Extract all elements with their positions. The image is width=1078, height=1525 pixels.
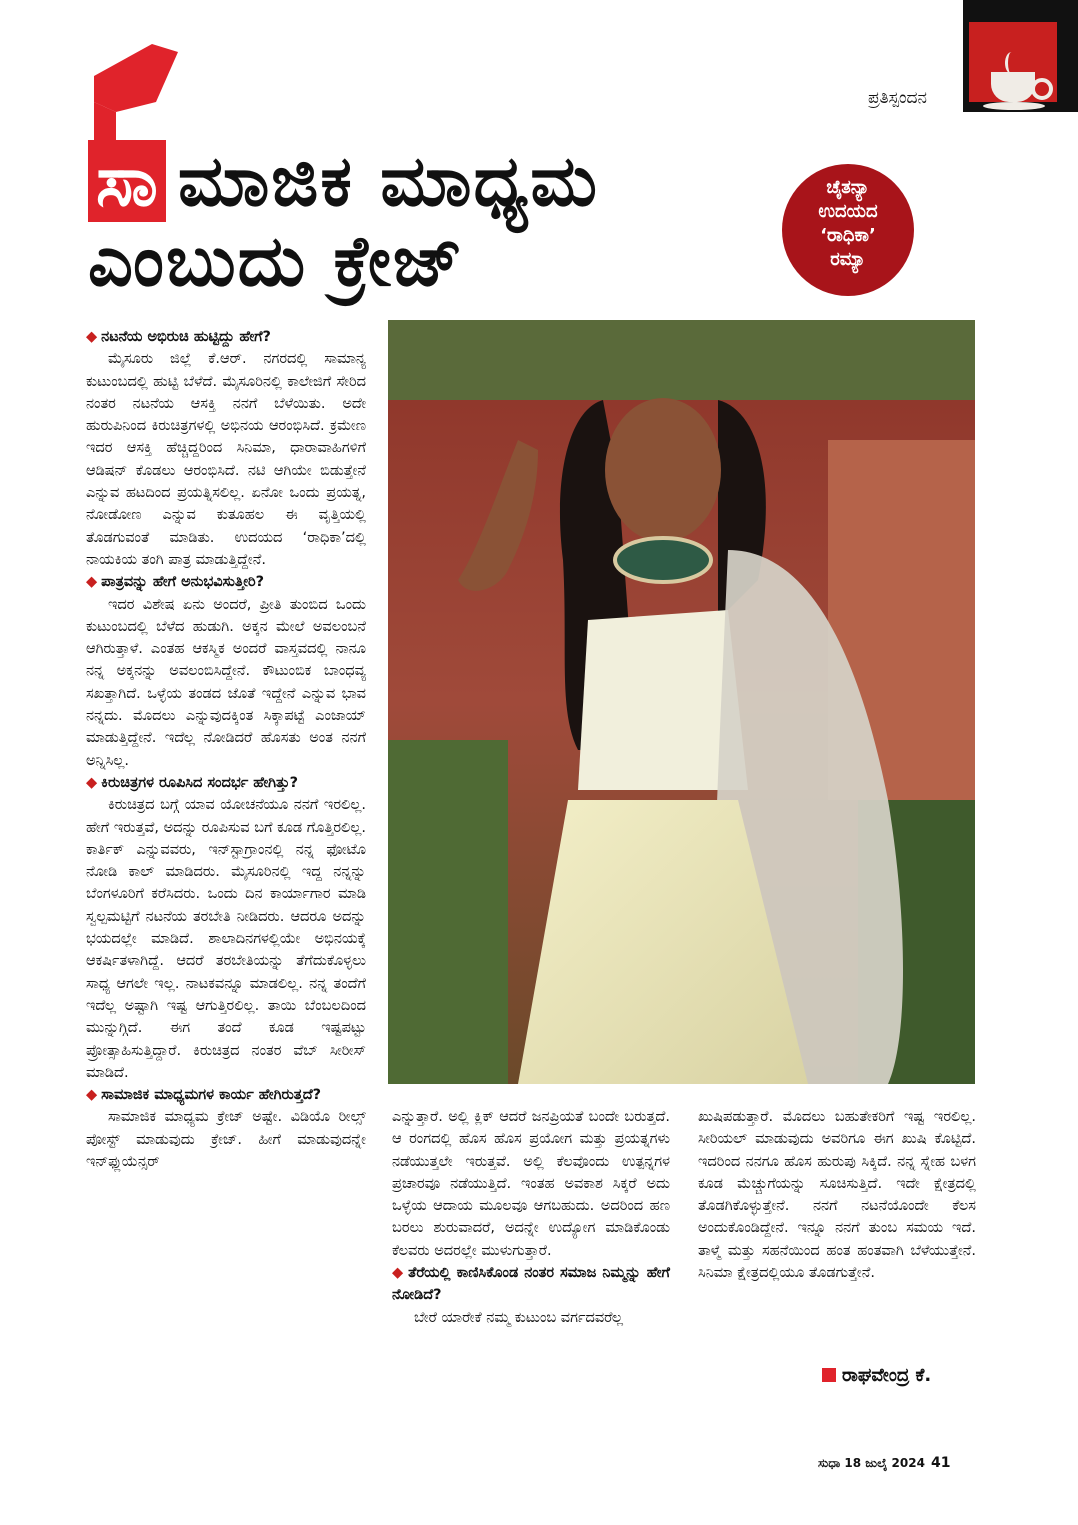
answer-1: ಮೈಸೂರು ಜಿಲ್ಲೆ ಕೆ.ಆರ್. ನಗರದಲ್ಲಿ ಸಾಮಾನ್ಯ ಕುಟುಂಬದಲ್ಲಿ ಹುಟ್ಟಿ ಬೆಳೆದೆ. ಮೈಸೂರಿನಲ್ಲಿ ಕಾಲೇಜಿಗೆ ಸೇರಿದ ನಂತರ ನಟನೆಯ ಆಸಕ್ತಿ ನನಗೆ ಬೆಳೆಯಿತು. ಅದೇ ಹುರುಪಿನಿಂದ ಕಿರುಚಿತ್ರಗಳಲ್ಲಿ ಅಭಿನಯ ಆರಂಭಿಸಿದೆ. ಕ್ರಮೇಣ ಇದರ ಆಸಕ್ತಿ ಹೆಚ್ಚಿದ್ದರಿಂದ ಸಿನಿಮಾ, ಧಾರಾವಾಹಿಗಳಿಗೆ ಆಡಿಷನ್ ಕೊಡಲು ಆರಂಭಿಸಿದೆ. ನಟಿ ಆಗಿಯೇ ಬಿಡುತ್ತೇನೆ ಎನ್ನುವ ಹಟದಿಂದ ಪ್ರಯತ್ನಿಸಲಿಲ್ಲ. ಏನೋ ಒಂದು ಪ್ರಯತ್ನ, ನೋಡೋಣ ಎನ್ನುವ ಕುತೂಹಲ ಈ ವೃತ್ತಿಯಲ್ಲಿ ತೊಡಗುವಂತೆ ಮಾಡಿತು. ಉದಯದ ‘ರಾಧಿಕಾ’ದಲ್ಲಿ ನಾಯಕಿಯ ತಂಗಿ ಪಾತ್ರ ಮಾಡುತ್ತಿದ್ದೇನೆ. — [86, 351, 366, 568]
question-4 — [86, 1084, 366, 1106]
answer-4-continued: ಎನ್ನುತ್ತಾರೆ. ಅಲ್ಲಿ ಕ್ಲಿಕ್ ಆದರೆ ಜನಪ್ರಿಯತೆ ಬಂದೇ ಬರುತ್ತದೆ. ಆ ರಂಗದಲ್ಲಿ ಹೊಸ ಹೊಸ ಪ್ರಯೋಗ ಮತ್ತು ಪ್ರಯತ್ನಗಳು ನಡೆಯುತ್ತಲೇ ಇರುತ್ತವೆ. ಅಲ್ಲಿ ಕೆಲವೊಂದು ಉತ್ಪನ್ನಗಳ ಪ್ರಚಾರವೂ ನಡೆಯುತ್ತಿದೆ. ಇಂತಹ ಅವಕಾಶ ಸಿಕ್ಕರೆ ಅದು ಒಳ್ಳೆಯ ಆದಾಯ ಮೂಲವೂ ಆಗಬಹುದು. ಅದರಿಂದ ಹಣ ಬರಲು ಶುರುವಾದರೆ, ಅದನ್ನೇ ಉದ್ಯೋಗ ಮಾಡಿಕೊಂಡು ಕೆಲವರು ಅದರಲ್ಲೇ ಮುಳುಗುತ್ತಾರೆ. — [392, 1109, 670, 1259]
byline — [822, 1365, 931, 1386]
red-square-icon — [822, 1368, 836, 1382]
diamond-bullet-icon: ◆ — [86, 329, 98, 345]
answer-5: ಬೇರೆ ಯಾರೇಕೆ ನಮ್ಮ ಕುಟುಂಬ ವರ್ಗದವರೆಲ್ಲ — [414, 1309, 624, 1326]
badge-line2: ಉದಯದ — [818, 201, 878, 222]
answer-4: ಸಾಮಾಜಿಕ ಮಾಧ್ಯಮ ಕ್ರೇಜ್ ಅಷ್ಟೇ. ವಿಡಿಯೊ ರೀಲ್ಸ್ ಪೋಸ್ಟ್ ಮಾಡುವುದು ಕ್ರೇಜ್. ಹೀಗೆ ಮಾಡುವುದನ್ನೇ ಇನ್‌ಫ್ಲುಯೆನ್ಸರ್ — [86, 1109, 366, 1170]
page-footer — [818, 1455, 950, 1471]
badge-line1: ಚೈತನ್ಯಾ — [826, 177, 870, 198]
badge-line3: ‘ರಾಧಿಕಾ’ — [820, 225, 876, 246]
article-column-2 — [392, 1106, 670, 1329]
coffee-cup-icon — [969, 22, 1057, 102]
issue-date: ಸುಧಾ 18 ಜುಲೈ 2024 — [818, 1456, 925, 1470]
headline-highlight: ಸಾ — [88, 140, 166, 222]
answer-5-continued: ಖುಷಿಪಡುತ್ತಾರೆ. ಮೊದಲು ಬಹುತೇಕರಿಗೆ ಇಷ್ಟ ಇರಲಿಲ್ಲ. ಸೀರಿಯಲ್ ಮಾಡುವುದು ಅವರಿಗೂ ಈಗ ಖುಷಿ ಕೊಟ್ಟಿದೆ. ಇದರಿಂದ ನನಗೂ ಹೊಸ ಹುರುಪು ಸಿಕ್ಕಿದೆ. ನನ್ನ ಸ್ನೇಹ ಬಳಗ ಕೂಡ ಮೆಚ್ಚುಗೆಯನ್ನು ಸೂಚಿಸುತ್ತಿದೆ. ಇದೇ ಕ್ಷೇತ್ರದಲ್ಲಿ ತೊಡಗಿಕೊಳ್ಳುತ್ತೇನೆ. ನನಗೆ ನಟನೆಯೊಂದೇ ಕೆಲಸ ಅಂದುಕೊಂಡಿದ್ದೇನೆ. ಇನ್ನೂ ನನಗೆ ತುಂಬ ಸಮಯ ಇದೆ. ತಾಳ್ಮೆ ಮತ್ತು ಸಹನೆಯಿಂದ ಹಂತ ಹಂತವಾಗಿ ಬೆಳೆಯುತ್ತೇನೆ. ಸಿನಿಮಾ ಕ್ಷೇತ್ರದಲ್ಲಿಯೂ ತೊಡಗುತ್ತೇನೆ. — [698, 1109, 976, 1282]
question-1-text: ನಟನೆಯ ಅಭಿರುಚಿ ಹುಟ್ಟಿದ್ದು ಹೇಗೆ? — [101, 329, 271, 345]
coffee-cup-emblem — [963, 0, 1078, 112]
diamond-bullet-icon: ◆ — [86, 574, 98, 591]
headline-line2: ಎಂಬುದು ಕ್ರೇಜ್ — [88, 220, 465, 302]
question-5-text: ತೆರೆಯಲ್ಲಿ ಕಾಣಿಸಿಕೊಂಡ ನಂತರ ಸಮಾಜ ನಿಮ್ಮನ್ನು ಹೇಗೆ ನೋಡಿದೆ? — [392, 1265, 670, 1304]
headline-line1: ಮಾಜಿಕ ಮಾಧ್ಯಮ — [178, 140, 599, 222]
portrait-photo — [388, 320, 975, 1084]
question-3-text: ಕಿರುಚಿತ್ರಗಳ ರೂಪಿಸಿದ ಸಂದರ್ಭ ಹೇಗಿತ್ತು? — [101, 774, 298, 791]
question-2-text: ಪಾತ್ರವನ್ನು ಹೇಗೆ ಅನುಭವಿಸುತ್ತೀರಿ? — [101, 574, 265, 591]
author-name: ರಾಘವೇಂದ್ರ ಕೆ. — [842, 1365, 932, 1386]
badge-line4: ರಮ್ಯಾ — [830, 249, 866, 270]
answer-2: ಇದರ ವಿಶೇಷ ಏನು ಅಂದರೆ, ಪ್ರೀತಿ ತುಂಬಿದ ಒಂದು ಕುಟುಂಬದಲ್ಲಿ ಬೆಳೆದ ಹುಡುಗಿ. ಅಕ್ಕನ ಮೇಲೆ ಅವಲಂಬನೆ ಆಗಿರುತ್ತಾಳೆ. ಎಂತಹ ಆಕಸ್ಮಿಕ ಅಂದರೆ ವಾಸ್ತವದಲ್ಲಿ ನಾನೂ ನನ್ನ ಅಕ್ಕನನ್ನು ಅವಲಂಬಿಸಿದ್ದೇನೆ. ಕೌಟುಂಬಿಕ ಬಾಂಧವ್ಯ ಸಖತ್ತಾಗಿದೆ. ಒಳ್ಳೆಯ ತಂಡದ ಜೊತೆ ಇದ್ದೇನೆ ಎನ್ನುವ ಭಾವ ನನ್ನದು. ಮೊದಲು ಎನ್ನುವುದಕ್ಕಿಂತ ಸಿಕ್ಕಾಪಟ್ಟೆ ಎಂಜಾಯ್ ಮಾಡುತ್ತಿದ್ದೇನೆ. ಇದೆಲ್ಲ ನೋಡಿದರೆ ಹೊಸತು ಅಂತ ನನಗೆ ಅನ್ನಿಸಿಲ್ಲ. — [86, 596, 366, 769]
question-5 — [392, 1262, 670, 1307]
question-3 — [86, 772, 366, 794]
name-badge — [782, 164, 914, 296]
diamond-bullet-icon: ◆ — [86, 1087, 98, 1104]
answer-3: ಕಿರುಚಿತ್ರದ ಬಗ್ಗೆ ಯಾವ ಯೋಚನೆಯೂ ನನಗೆ ಇರಲಿಲ್ಲ. ಹೇಗೆ ಇರುತ್ತವೆ, ಅದನ್ನು ರೂಪಿಸುವ ಬಗೆ ಕೂಡ ಗೊತ್ತಿರಲಿಲ್ಲ. ಕಾರ್ತಿಕ್ ಎನ್ನುವವರು, ಇನ್‌ಸ್ಟಾಗ್ರಾಂನಲ್ಲಿ ನನ್ನ ಫೋಟೊ ನೋಡಿ ಕಾಲ್ ಮಾಡಿದರು. ಮೈಸೂರಿನಲ್ಲಿ ಇದ್ದ ನನ್ನನ್ನು ಬೆಂಗಳೂರಿಗೆ ಕರೆಸಿದರು. ಒಂದು ದಿನ ಕಾರ್ಯಾಗಾರ ಮಾಡಿ ಸ್ವಲ್ಪಮಟ್ಟಿಗೆ ನಟನೆಯ ತರಬೇತಿ ನೀಡಿದರು. ಆದರೂ ಅದನ್ನು ಭಯದಲ್ಲೇ ಮಾಡಿದೆ. ಶಾಲಾದಿನಗಳಲ್ಲಿಯೇ ಅಭಿನಯಕ್ಕೆ ಆಕರ್ಷಿತಳಾಗಿದ್ದೆ. ಆದರೆ ತರಬೇತಿಯನ್ನು ತೆಗೆದುಕೊಳ್ಳಲು ಸಾಧ್ಯ ಆಗಲೇ ಇಲ್ಲ. ನಾಟಕವನ್ನೂ ಮಾಡಲಿಲ್ಲ. ನನ್ನ ತಂದೆಗೆ ಇದೆಲ್ಲ ಅಷ್ಟಾಗಿ ಇಷ್ಟ ಆಗುತ್ತಿರಲಿಲ್ಲ. ತಾಯಿ ಬೆಂಬಲದಿಂದ ಮುನ್ನುಗ್ಗಿದೆ. ಈಗ ತಂದೆ ಕೂಡ ಇಷ್ಟಪಟ್ಟು ಪ್ರೋತ್ಸಾಹಿಸುತ್ತಿದ್ದಾರೆ. ಕಿರುಚಿತ್ರದ ನಂತರ ವೆಬ್ ಸೀರೀಸ್ ಮಾಡಿದೆ. — [86, 797, 366, 1081]
article-column-3 — [698, 1106, 976, 1284]
section-label: ಪ್ರತಿಸ್ಪಂದನ — [868, 88, 927, 108]
article-column-1 — [86, 326, 366, 1173]
question-1 — [86, 326, 366, 348]
question-2 — [86, 571, 366, 593]
diamond-bullet-icon: ◆ — [86, 774, 98, 791]
page-number: 41 — [930, 1455, 951, 1471]
diamond-bullet-icon: ◆ — [392, 1265, 405, 1282]
question-4-text: ಸಾಮಾಜಿಕ ಮಾಧ್ಯಮಗಳ ಕಾರ್ಯ ಹೇಗಿರುತ್ತದೆ? — [101, 1087, 322, 1104]
